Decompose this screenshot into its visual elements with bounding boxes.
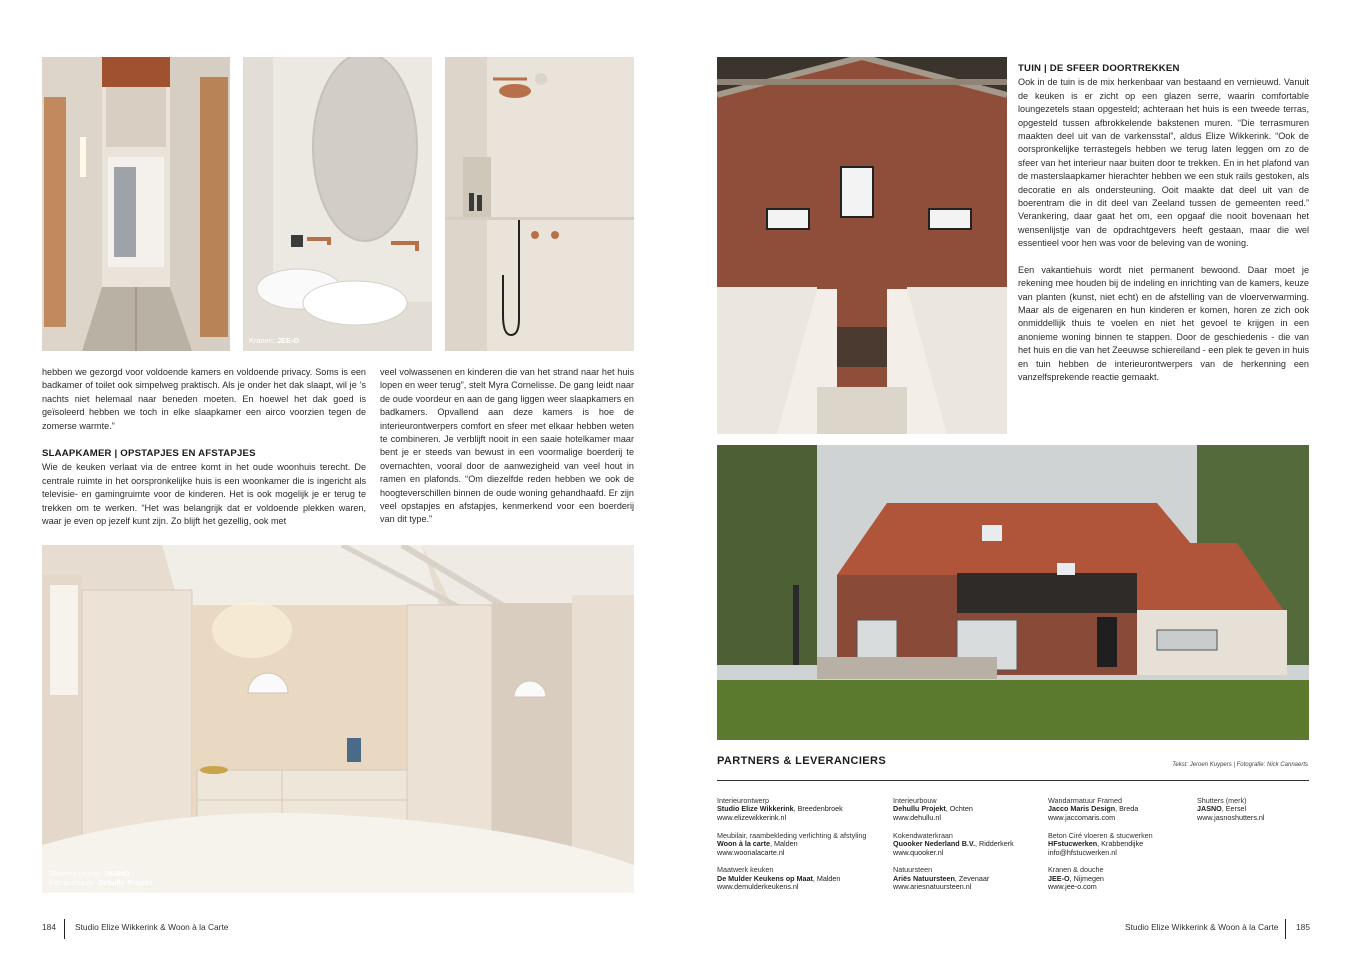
partner-entry	[717, 866, 887, 891]
partner-name: Jacco Maris Design, Breda	[1048, 804, 1139, 814]
partner-category: Interieurontwerp	[717, 796, 769, 805]
partner-category: Wandarmatuur Framed	[1048, 796, 1123, 805]
farmhouse-exterior-photo	[717, 445, 1309, 740]
partner-category: Kranen & douche	[1048, 865, 1104, 875]
partner-entry	[1048, 866, 1193, 891]
footer-divider	[1285, 919, 1286, 939]
barn-interior-photo	[717, 57, 1007, 434]
photo-credits: Tekst: Jeroen Kuypers | Fotografie: Nick Cannaerts	[1172, 762, 1308, 768]
partner-url[interactable]: www.jee-o.com	[1048, 882, 1097, 892]
shower-photo	[445, 57, 634, 351]
partner-category: Shutters (merk)	[1197, 796, 1247, 805]
partner-url[interactable]: info@hfstucwerken.nl	[1048, 847, 1117, 857]
partners-title: PARTNERS & LEVERANCIERS	[717, 755, 887, 767]
partners-column-3	[1048, 797, 1193, 901]
section-heading-tuin: TUIN | DE SFEER DOORTREKKEN	[1018, 63, 1180, 74]
partner-url[interactable]: www.woonalacarte.nl	[717, 847, 785, 857]
partner-name: JASNO, Eersel	[1197, 804, 1247, 814]
partner-category: Natuursteen	[893, 865, 933, 875]
caption-line	[49, 878, 152, 887]
partner-name: HFstucwerken, Krabbendijke	[1048, 839, 1144, 849]
paragraph: Een vakantiehuis wordt niet permanent bewoond. Daar moet je rekening mee houden bij de indeling en inrichting van de kamers, keuze van planten (kunst, niet echt) en de afstelling van de vloerverwarming. Maar als de eigenaren en hun kinderen er komen, horen ze zich ook onmiddellijk thuis te voelen en niet het gevoel te krijgen in een anonieme woning binnen te stappen. Door de geschiedenis - die van het huis en die van het Zeeuwse schiereiland - een plek te geven in huis en tuin hebben de interieurontwerpers van de herkenning een vanzelfsprekende reactie gemaakt.	[1018, 264, 1309, 382]
hallway-photo	[42, 57, 230, 351]
partner-category: Meubilair, raambekleding verlichting & afstyling	[717, 830, 867, 840]
partner-url[interactable]: www.elizewikkerink.nl	[717, 812, 787, 822]
partners-column-2	[893, 797, 1043, 901]
partner-entry	[893, 832, 1043, 857]
bedroom-photo	[42, 545, 634, 893]
caption-label: Shutters (merk):	[49, 869, 102, 878]
caption-label: Kranen:	[249, 336, 275, 345]
partner-entry	[717, 832, 887, 857]
partner-name: Ariës Natuursteen, Zevenaar	[893, 873, 990, 883]
paragraph: Ook in de tuin is de mix herkenbaar van bestaand en vernieuwd. Vanuit de keuken is er zicht op een glazen serre, waarin comfortable loungezetels staan opgesteld; achteraan het huis is een tweede terras, opgesteld tussen afbrokkelende bakstenen muren. “Die terrasmuren maakten deel uit van de varkensstal”, aldus Elize Wikkerink. “Ook de oorspronkelijke terrastegels hebben we terug laten leggen om zo de sfeer van het interieur naar buiten door te trekken. En in het plafond van de masterslaapkamer hierachter hebben we een stuk rails gestoken, als decoratie en als ondersteuning. Ooit maakte dat deel uit van de boerentram die in dit deel van Zeeland tussen de gemeenten reed.” Verankering, daar gaat het om, een opgaaf die nooit bovenaan het wensenlijstje van de opdrachtgevers heeft gestaan, maar die wel essentieel voor hen was voor de beleving van de woning.	[1018, 77, 1309, 249]
bathroom-photo-caption	[249, 336, 299, 345]
partner-url[interactable]: www.dehullu.nl	[893, 812, 941, 822]
caption-brand: JEE-O	[276, 336, 300, 345]
partner-category: Beton Ciré vloeren & stucwerken	[1048, 830, 1153, 840]
partners-divider	[717, 780, 1309, 781]
paragraph: Wie de keuken verlaat via de entree komt in het oude woonhuis terecht. De centrale ruimte in het oorspronkelijke huis is een woonkamer die is ingericht als televisie- en gamingruimte voor de kinderen. Het is ook mogelijk je er terug te trekken om te werken. “Het was belangrijk dat er voldoende plekken waren, waar je even op jezelf kunt zijn. Zo blijft het gezellig, ook met	[42, 462, 366, 527]
paragraph: veel volwassenen en kinderen die van het strand naar het huis lopen en weer terug”, stelt Myra Cornelisse. De gang leidt naar de oude voordeur en aan de gang liggen weer slaapkamers en badkamers. Opvallend aan deze kamers is hoe de interieurontwerpers comfort en sfeer met elkaar hebben weten te combineren. Je verblijft nooit in een saaie hotelkamer maar bent je er steeds van bewust in een voormalige boerderij te overnachten, vooral door de aanwezigheid van veel hout in ramen en plafonds. “Om diezelfde reden hebben we ook de hoogteverschillen binnen de oude woning gehandhaafd. Er zijn veel opstapjes en afstapjes, kenmerkend voor een boerderij van dit type.”	[380, 367, 634, 525]
partner-name: Woon à la carte, Malden	[717, 839, 798, 849]
partner-entry	[1197, 797, 1309, 822]
left-footer-title: Studio Elize Wikkerink & Woon à la Carte	[75, 922, 229, 932]
partners-column-1	[717, 797, 887, 901]
right-page-number: 185	[1296, 922, 1310, 932]
partner-url[interactable]: www.jaccomaris.com	[1048, 812, 1116, 822]
partner-name: De Mulder Keukens op Maat, Malden	[717, 873, 841, 883]
caption-label: Interieurbouw:	[49, 878, 96, 887]
partner-name: Dehullu Projekt, Ochten	[893, 804, 973, 814]
bedroom-photo-caption	[49, 869, 152, 887]
bathroom-sink-photo	[243, 57, 432, 351]
partner-entry	[717, 797, 887, 822]
partner-name: JEE-O, Nijmegen	[1048, 873, 1104, 883]
paragraph: hebben we gezorgd voor voldoende kamers en voldoende privacy. Soms is een badkamer of toilet ook simpelweg praktisch. Als je onder het dak slaapt, wil je ’s nachts niet helemaal naar beneden moeten. En hoewel het dak goed is geïsoleerd hebben we toch in elke slaapkamer een airco voorzien tegen de zomerse warmte.”	[42, 367, 366, 431]
partner-entry	[1048, 832, 1193, 857]
partner-category: Kokendwaterkraan	[893, 830, 953, 840]
partner-name: Studio Elize Wikkerink, Breedenbroek	[717, 804, 843, 814]
partner-name: Quooker Nederland B.V., Ridderkerk	[893, 839, 1014, 849]
section-heading-slaapkamer: SLAAPKAMER | OPSTAPJES EN AFSTAPJES	[42, 448, 256, 460]
caption-brand: Dehullu Projekt	[97, 878, 153, 887]
left-text-column-2	[380, 366, 634, 527]
right-text-column	[1018, 62, 1309, 384]
left-text-column-1	[42, 366, 366, 528]
left-page-number: 184	[42, 922, 56, 932]
partner-url[interactable]: www.ariesnatuursteen.nl	[893, 882, 972, 892]
caption-line	[49, 869, 152, 878]
partner-url[interactable]: www.quooker.nl	[893, 847, 944, 857]
partner-entry	[893, 797, 1043, 822]
caption-brand: JASNO	[104, 869, 130, 878]
footer-divider	[64, 919, 65, 939]
partner-url[interactable]: www.demulderkeukens.nl	[717, 882, 799, 892]
partner-category: Interieurbouw	[893, 796, 937, 805]
partner-entry	[893, 866, 1043, 891]
partner-url[interactable]: www.jasnoshutters.nl	[1197, 812, 1265, 822]
right-footer-title: Studio Elize Wikkerink & Woon à la Carte	[1125, 922, 1279, 932]
partner-entry	[1048, 797, 1193, 822]
partner-category: Maatwerk keuken	[717, 865, 774, 875]
partners-column-4	[1197, 797, 1309, 832]
